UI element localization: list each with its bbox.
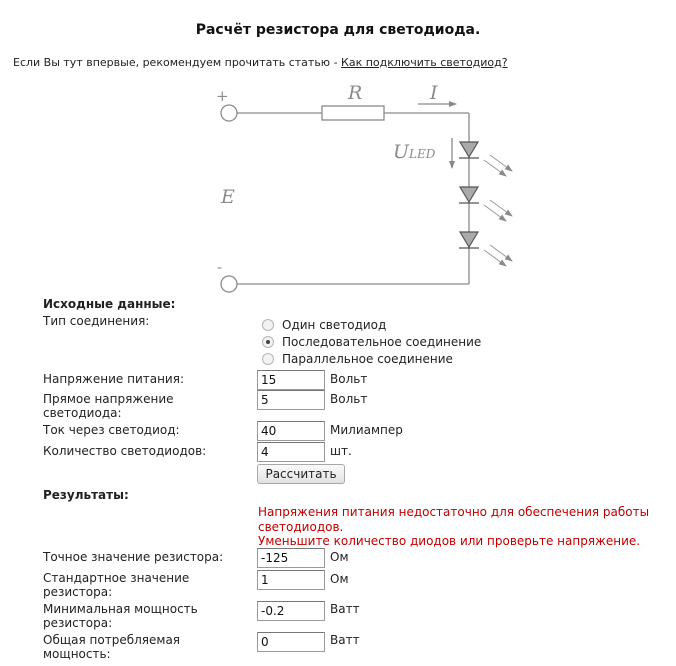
results-heading: Результаты: xyxy=(43,488,129,502)
led-count-label: Количество светодиодов: xyxy=(43,444,207,458)
connection-radio-2[interactable] xyxy=(262,336,274,348)
forward-voltage-unit: Вольт xyxy=(330,392,368,406)
connection-option-label-2[interactable]: Последовательное соединение xyxy=(282,335,482,349)
standard-resistance-unit: Ом xyxy=(330,572,349,586)
resistor-label: R xyxy=(348,82,363,104)
min-power-unit: Ватт xyxy=(330,602,360,616)
voltage-label: ULED xyxy=(393,141,436,163)
intro-text: Если Вы тут впервые, рекомендуем прочитать статью - xyxy=(13,56,342,69)
standard-resistance-output[interactable] xyxy=(257,570,325,590)
total-power-label: Общая потребляемая мощность: xyxy=(43,633,181,661)
supply-voltage-input[interactable] xyxy=(257,370,325,390)
exact-resistance-unit: Ом xyxy=(330,550,349,564)
forward-voltage-input[interactable] xyxy=(257,390,325,410)
current-label: I xyxy=(430,82,438,104)
circuit-diagram xyxy=(0,0,676,300)
min-power-label: Минимальная мощность резистора: xyxy=(43,602,198,630)
standard-resistance-label: Стандартное значение резистора: xyxy=(43,571,190,599)
supply-voltage-label: Напряжение питания: xyxy=(43,372,184,386)
connection-radio-3[interactable] xyxy=(262,353,274,365)
page-title: Расчёт резистора для светодиода. xyxy=(195,22,481,38)
minus-label: - xyxy=(217,258,223,276)
led-2 xyxy=(460,187,478,202)
connection-option-label-3[interactable]: Параллельное соединение xyxy=(282,352,453,366)
connection-type-label: Тип соединения: xyxy=(43,314,150,328)
resistor-symbol xyxy=(322,106,384,120)
calculate-button[interactable]: Рассчитать xyxy=(257,464,345,484)
inputs-heading: Исходные данные: xyxy=(43,297,176,311)
led-current-label: Ток через светодиод: xyxy=(43,423,180,437)
exact-resistance-label: Точное значение резистора: xyxy=(43,550,224,564)
negative-terminal xyxy=(221,276,237,292)
led-count-input[interactable] xyxy=(257,442,325,462)
emf-label: E xyxy=(221,186,235,208)
led-current-input[interactable] xyxy=(257,421,325,441)
total-power-output[interactable] xyxy=(257,632,325,652)
led-3 xyxy=(460,232,478,247)
error-message: Напряжения питания недостаточно для обеспечения работы светодиодов. Уменьшите количество диодов или проверьте напряжение. xyxy=(258,505,650,548)
article-link[interactable]: Как подключить светодиод? xyxy=(341,56,508,69)
forward-voltage-label: Прямое напряжение светодиода: xyxy=(43,392,174,420)
connection-radio-1[interactable] xyxy=(262,319,274,331)
led-1 xyxy=(460,142,478,157)
positive-terminal xyxy=(221,105,237,121)
exact-resistance-output[interactable] xyxy=(257,548,325,568)
led-current-unit: Милиампер xyxy=(330,423,403,437)
led-count-unit: шт. xyxy=(330,444,352,458)
total-power-unit: Ватт xyxy=(330,633,360,647)
light-emission-arrows xyxy=(484,155,512,266)
min-power-output[interactable] xyxy=(257,601,325,621)
connection-option-label-1[interactable]: Один светодиод xyxy=(282,318,387,332)
led-symbols xyxy=(459,142,479,248)
supply-voltage-unit: Вольт xyxy=(330,372,368,386)
plus-label: + xyxy=(216,87,229,105)
